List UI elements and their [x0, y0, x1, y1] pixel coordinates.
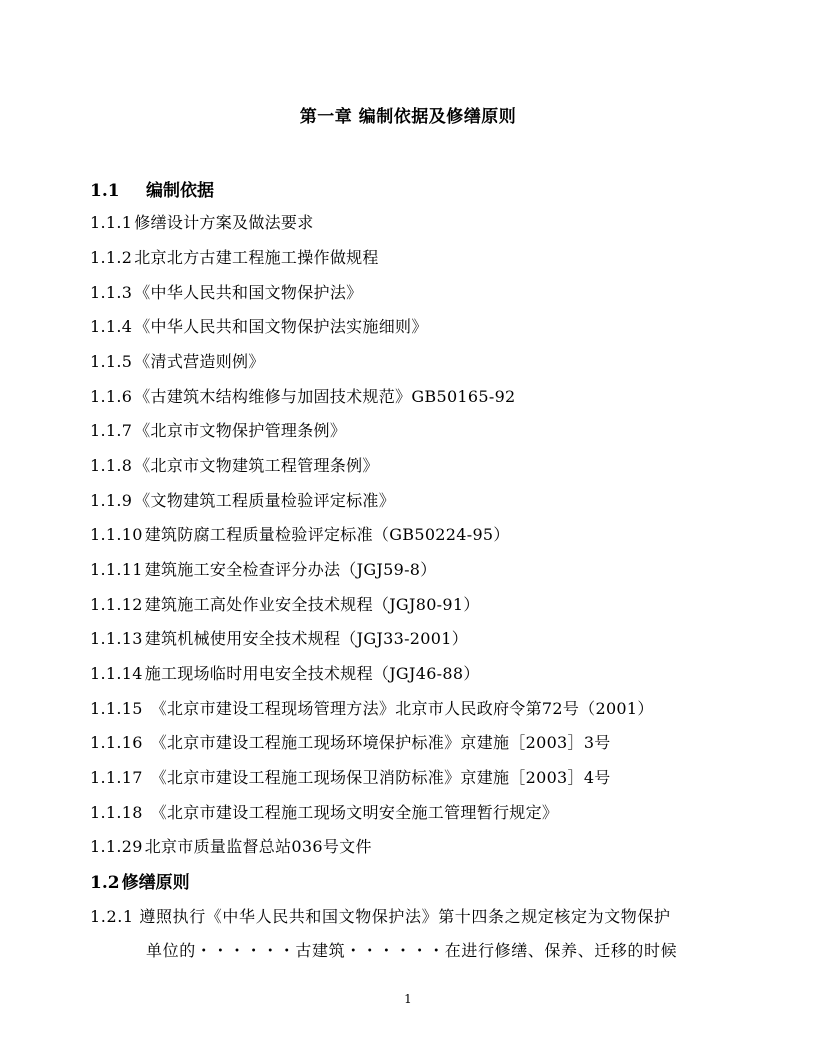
list-item [90, 557, 437, 580]
item-number: 1.1.6 [90, 387, 133, 406]
item-text: 《中华人民共和国文物保护法》 [134, 283, 363, 302]
section-heading-principles [90, 868, 190, 893]
section-title: 编制依据 [146, 181, 214, 201]
item-number: 1.1.18 [90, 803, 143, 822]
item-text: 建筑机械使用安全技术规程（JGJ33-2001） [144, 629, 468, 648]
item-text: 《北京市建设工程施工现场环境保护标准》京建施［2003］3号 [150, 733, 611, 752]
list-item [90, 626, 468, 649]
item-number: 1.1.7 [90, 421, 133, 440]
item-number: 1.1.15 [90, 699, 143, 718]
list-item [90, 522, 510, 545]
chapter-title: 第一章 编制依据及修缮原则 [299, 107, 517, 127]
item-text: 施工现场临时用电安全技术规程（JGJ46-88） [144, 664, 480, 683]
section-title: 修缮原则 [121, 873, 190, 893]
list-item [90, 730, 611, 753]
list-item [90, 314, 428, 337]
item-text: 《北京市文物建筑工程管理条例》 [134, 456, 379, 475]
list-item [90, 453, 379, 476]
item-number: 1.1.5 [90, 352, 133, 371]
list-item [90, 592, 480, 615]
item-text: 修缮设计方案及做法要求 [134, 213, 314, 232]
item-number: 1.1.11 [90, 560, 143, 579]
item-number: 1.1.9 [90, 491, 133, 510]
item-number: 1.1.17 [90, 768, 143, 787]
item-number: 1.2.1 [90, 907, 134, 926]
item-number: 1.1.12 [90, 595, 143, 614]
paragraph-text: 遵照执行《中华人民共和国文物保护法》第十四条之规定核定为文物保护 [139, 907, 671, 926]
section-number: 1.1 [90, 181, 120, 201]
list-item [90, 834, 372, 857]
item-number: 1.1.13 [90, 629, 143, 648]
section-number: 1.2 [90, 873, 120, 893]
list-item [90, 418, 346, 441]
list-item [90, 210, 314, 233]
item-number: 1.1.2 [90, 248, 133, 267]
item-text: 北京市质量监督总站036号文件 [144, 837, 372, 856]
item-number: 1.1.10 [90, 525, 143, 544]
list-item [90, 800, 558, 823]
item-text: 《北京市建设工程施工现场文明安全施工管理暂行规定》 [150, 803, 559, 822]
item-number: 1.1.29 [90, 837, 143, 856]
item-text: 《北京市建设工程施工现场保卫消防标准》京建施［2003］4号 [150, 768, 611, 787]
item-text: 《文物建筑工程质量检验评定标准》 [134, 491, 396, 510]
list-item [90, 696, 654, 719]
item-number: 1.1.4 [90, 317, 133, 336]
paragraph-continuation: 单位的・・・・・・古建筑・・・・・・在进行修缮、保养、迁移的时候 [146, 941, 678, 960]
item-text: 北京北方古建工程施工操作做规程 [134, 248, 379, 267]
item-text: 《中华人民共和国文物保护法实施细则》 [134, 317, 428, 336]
item-text: 《古建筑木结构维修与加固技术规范》GB50165-92 [134, 387, 516, 406]
list-item [90, 488, 395, 511]
item-number: 1.1.1 [90, 213, 133, 232]
item-number: 1.1.14 [90, 664, 143, 683]
item-text: 建筑施工高处作业安全技术规程（JGJ80-91） [144, 595, 480, 614]
list-item [90, 349, 265, 372]
item-text: 《清式营造则例》 [134, 352, 265, 371]
list-item [90, 280, 362, 303]
page-number: 1 [404, 992, 412, 1006]
section-heading-basis [90, 176, 214, 201]
item-text: 《北京市建设工程现场管理方法》北京市人民政府令第72号（2001） [150, 699, 654, 718]
item-number: 1.1.8 [90, 456, 133, 475]
list-item [90, 661, 480, 684]
item-number: 1.1.16 [90, 733, 143, 752]
item-text: 建筑防腐工程质量检验评定标准（GB50224-95） [144, 525, 510, 544]
item-number: 1.1.3 [90, 283, 133, 302]
list-item [90, 245, 379, 268]
list-item [90, 765, 611, 788]
item-text: 《北京市文物保护管理条例》 [134, 421, 347, 440]
paragraph-line [90, 904, 671, 927]
item-text: 建筑施工安全检查评分办法（JGJ59-8） [144, 560, 437, 579]
list-item [90, 384, 516, 407]
